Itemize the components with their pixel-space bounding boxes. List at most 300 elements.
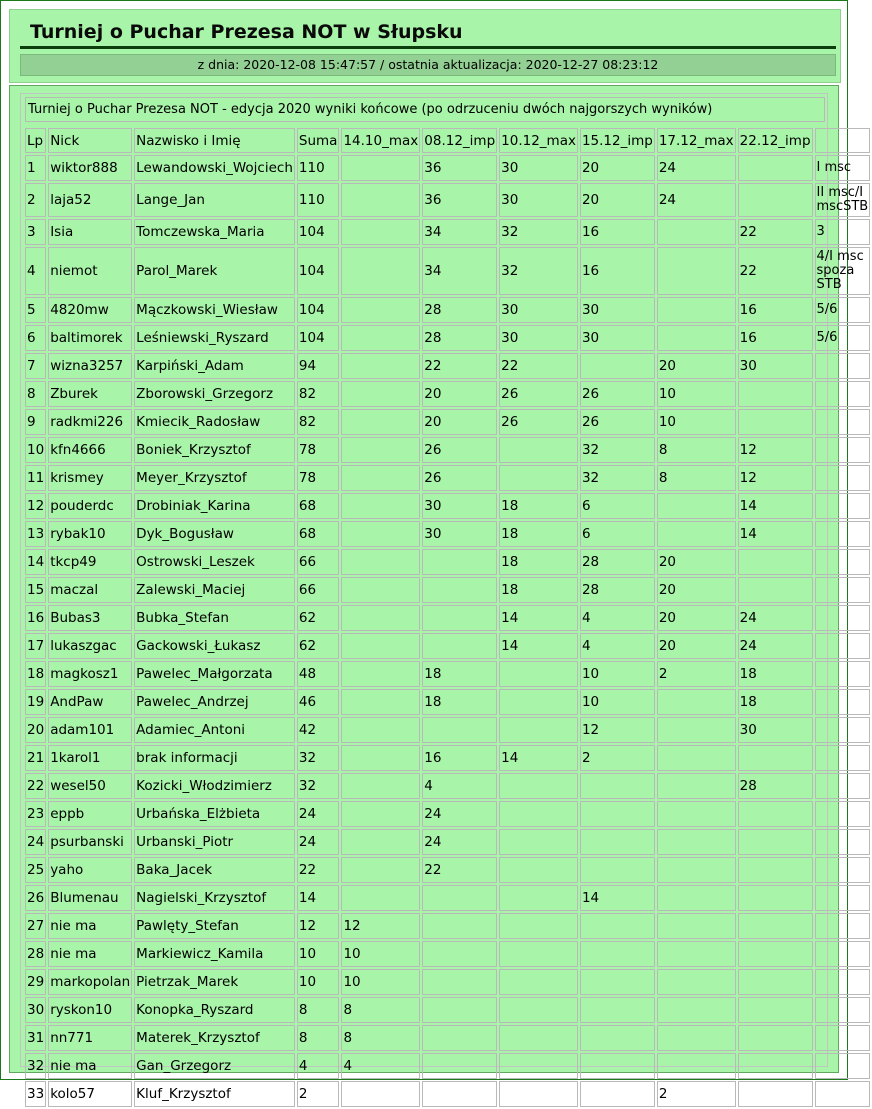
table-cell: Ostrowski_Leszek [134, 549, 295, 575]
table-cell [341, 183, 420, 217]
table-cell: 82 [297, 409, 340, 435]
table-cell: nie ma [48, 913, 132, 939]
table-cell: ryskon10 [48, 997, 132, 1023]
table-cell: nie ma [48, 941, 132, 967]
table-cell: 10 [657, 381, 736, 407]
table-cell: 24 [657, 183, 736, 217]
table-cell: 3 [25, 219, 46, 245]
table-cell: Konopka_Ryszard [134, 997, 295, 1023]
table-cell: maczal [48, 577, 132, 603]
table-cell: 94 [297, 353, 340, 379]
table-cell: 20 [657, 633, 736, 659]
table-cell: 68 [297, 521, 340, 547]
table-cell: 4 [422, 773, 497, 799]
table-cell [422, 969, 497, 995]
table-cell: Markiewicz_Kamila [134, 941, 295, 967]
table-cell [580, 1053, 655, 1079]
table-cell: 42 [297, 717, 340, 743]
table-cell: 62 [297, 605, 340, 631]
table-cell [499, 1081, 578, 1107]
table-cell: 8 [297, 997, 340, 1023]
table-cell [580, 941, 655, 967]
table-cell: Kmiecik_Radosław [134, 409, 295, 435]
place-cell [815, 997, 871, 1023]
table-cell [738, 969, 813, 995]
table-cell: 17 [25, 633, 46, 659]
table-cell: 16 [580, 247, 655, 295]
table-cell: brak informacji [134, 745, 295, 771]
table-cell [580, 353, 655, 379]
table-cell: kfn4666 [48, 437, 132, 463]
table-cell: 66 [297, 549, 340, 575]
column-header [815, 128, 871, 153]
table-cell [738, 1025, 813, 1051]
table-cell: 22 [297, 857, 340, 883]
table-cell [422, 577, 497, 603]
place-cell [815, 745, 871, 771]
table-cell: 14 [297, 885, 340, 911]
place-cell [815, 857, 871, 883]
table-cell [341, 633, 420, 659]
table-cell [738, 183, 813, 217]
table-cell: yaho [48, 857, 132, 883]
table-cell: Materek_Krzysztof [134, 1025, 295, 1051]
table-cell: 5 [25, 297, 46, 323]
table-row [25, 247, 870, 295]
table-cell: 23 [25, 801, 46, 827]
table-cell: 22 [499, 353, 578, 379]
table-cell [422, 1025, 497, 1051]
table-cell [580, 969, 655, 995]
table-cell [738, 885, 813, 911]
table-cell [341, 829, 420, 855]
table-cell [341, 605, 420, 631]
place-cell [815, 941, 871, 967]
table-cell: 24 [422, 801, 497, 827]
table-row [25, 155, 870, 181]
place-cell: I msc [815, 155, 871, 181]
table-cell: 12 [580, 717, 655, 743]
table-cell: 18 [499, 493, 578, 519]
place-cell [815, 353, 871, 379]
place-cell: 5/6 [815, 297, 871, 323]
column-header: 15.12_imp [580, 128, 655, 153]
column-header: 22.12_imp [738, 128, 813, 153]
table-cell: 12 [738, 437, 813, 463]
table-cell [341, 857, 420, 883]
column-header: 14.10_max [341, 128, 420, 153]
table-row [25, 409, 870, 435]
place-cell [815, 969, 871, 995]
table-cell [738, 801, 813, 827]
table-cell: lukaszgac [48, 633, 132, 659]
table-cell: 16 [422, 745, 497, 771]
table-cell: krismey [48, 465, 132, 491]
column-header: 17.12_max [657, 128, 736, 153]
table-cell [499, 437, 578, 463]
table-cell: 12 [341, 913, 420, 939]
table-cell [341, 773, 420, 799]
table-cell: wiktor888 [48, 155, 132, 181]
table-cell [341, 801, 420, 827]
table-cell: tkcp49 [48, 549, 132, 575]
table-cell [657, 297, 736, 323]
table-cell: 82 [297, 381, 340, 407]
table-cell: Pawelec_Andrzej [134, 689, 295, 715]
table-row [25, 661, 870, 687]
table-cell: 18 [25, 661, 46, 687]
table-cell [738, 941, 813, 967]
table-row [25, 325, 870, 351]
table-cell: 22 [738, 247, 813, 295]
place-cell [815, 549, 871, 575]
table-cell [657, 219, 736, 245]
table-row [25, 997, 870, 1023]
table-cell: 20 [657, 605, 736, 631]
table-cell [580, 801, 655, 827]
table-cell [738, 381, 813, 407]
table-cell: 26 [499, 381, 578, 407]
table-cell: 28 [580, 577, 655, 603]
table-cell [738, 549, 813, 575]
place-cell [815, 577, 871, 603]
table-cell: 30 [499, 155, 578, 181]
table-cell: 32 [499, 219, 578, 245]
table-cell: Urbanski_Piotr [134, 829, 295, 855]
table-cell [738, 829, 813, 855]
table-cell [738, 997, 813, 1023]
table-cell: 14 [499, 745, 578, 771]
table-cell: 20 [657, 353, 736, 379]
table-cell: 30 [738, 717, 813, 743]
table-cell [580, 1025, 655, 1051]
place-cell [815, 521, 871, 547]
table-cell [499, 689, 578, 715]
table-cell [341, 717, 420, 743]
table-cell [422, 1053, 497, 1079]
table-cell: 12 [738, 465, 813, 491]
table-cell: 30 [738, 353, 813, 379]
table-cell: nn771 [48, 1025, 132, 1051]
table-cell: Karpiński_Adam [134, 353, 295, 379]
table-cell: 31 [25, 1025, 46, 1051]
table-cell [341, 155, 420, 181]
table-cell [341, 745, 420, 771]
results-table [23, 126, 872, 1109]
table-cell: 12 [25, 493, 46, 519]
table-cell: 78 [297, 465, 340, 491]
table-row [25, 829, 870, 855]
table-cell: 1karol1 [48, 745, 132, 771]
table-cell: 20 [657, 549, 736, 575]
table-cell: 14 [580, 885, 655, 911]
table-cell: 24 [297, 829, 340, 855]
table-cell: 25 [25, 857, 46, 883]
table-cell: Gan_Grzegorz [134, 1053, 295, 1079]
table-cell: 4820mw [48, 297, 132, 323]
table-cell: 104 [297, 297, 340, 323]
table-row [25, 183, 870, 217]
table-cell [499, 1053, 578, 1079]
table-cell: 14 [738, 493, 813, 519]
column-header: Suma [297, 128, 340, 153]
table-cell: 20 [25, 717, 46, 743]
table-cell: 68 [297, 493, 340, 519]
table-cell: 28 [422, 297, 497, 323]
table-cell: 10 [25, 437, 46, 463]
place-cell [815, 689, 871, 715]
table-cell: 24 [25, 829, 46, 855]
table-cell: Dyk_Bogusław [134, 521, 295, 547]
table-cell: 18 [422, 661, 497, 687]
place-cell [815, 1081, 871, 1107]
place-cell [815, 773, 871, 799]
table-cell: Mączkowski_Wiesław [134, 297, 295, 323]
table-cell [341, 465, 420, 491]
table-row [25, 717, 870, 743]
table-cell: 12 [297, 913, 340, 939]
table-cell: 16 [738, 297, 813, 323]
table-cell: Nagielski_Krzysztof [134, 885, 295, 911]
table-cell [499, 913, 578, 939]
table-cell: Parol_Marek [134, 247, 295, 295]
table-cell [341, 247, 420, 295]
table-cell: 4 [25, 247, 46, 295]
table-cell: 20 [580, 155, 655, 181]
table-cell [657, 829, 736, 855]
table-cell [499, 801, 578, 827]
table-cell: 32 [25, 1053, 46, 1079]
table-row [25, 577, 870, 603]
table-cell: 20 [580, 183, 655, 217]
place-cell: 4/I msc spoza STB [815, 247, 871, 295]
table-cell [657, 493, 736, 519]
column-header: 10.12_max [499, 128, 578, 153]
table-cell [341, 353, 420, 379]
table-cell: 104 [297, 219, 340, 245]
table-cell: 24 [738, 605, 813, 631]
table-cell: Baka_Jacek [134, 857, 295, 883]
header-row [25, 128, 870, 153]
table-cell: 4 [297, 1053, 340, 1079]
table-cell: 24 [422, 829, 497, 855]
table-cell: Gackowski_Łukasz [134, 633, 295, 659]
table-cell: 28 [422, 325, 497, 351]
table-cell: Kluf_Krzysztof [134, 1081, 295, 1107]
table-cell: 19 [25, 689, 46, 715]
table-cell [422, 997, 497, 1023]
table-cell: 24 [738, 633, 813, 659]
table-cell: 34 [422, 219, 497, 245]
table-cell: Adamiec_Antoni [134, 717, 295, 743]
table-cell: 6 [25, 325, 46, 351]
page-title: Turniej o Puchar Prezesa NOT w Słupsku [20, 16, 836, 49]
table-cell [422, 717, 497, 743]
table-cell: 22 [422, 857, 497, 883]
table-cell: Tomczewska_Maria [134, 219, 295, 245]
table-cell [499, 465, 578, 491]
table-cell: magkosz1 [48, 661, 132, 687]
table-cell: kolo57 [48, 1081, 132, 1107]
table-cell: 48 [297, 661, 340, 687]
table-row [25, 465, 870, 491]
table-cell: 24 [297, 801, 340, 827]
table-cell [341, 577, 420, 603]
table-row [25, 437, 870, 463]
table-cell: 8 [25, 381, 46, 407]
table-cell: Lange_Jan [134, 183, 295, 217]
table-row [25, 1053, 870, 1079]
table-cell: laja52 [48, 183, 132, 217]
table-cell: 6 [580, 521, 655, 547]
table-cell [422, 549, 497, 575]
results-panel [9, 85, 869, 1102]
table-cell: 8 [657, 437, 736, 463]
table-cell [738, 745, 813, 771]
table-cell: 18 [499, 549, 578, 575]
place-cell [815, 381, 871, 407]
table-cell: niemot [48, 247, 132, 295]
table-cell: 6 [580, 493, 655, 519]
table-cell [738, 577, 813, 603]
table-cell [422, 885, 497, 911]
table-cell: 20 [422, 381, 497, 407]
table-cell: 22 [738, 219, 813, 245]
table-row [25, 913, 870, 939]
results-caption: Turniej o Puchar Prezesa NOT - edycja 2020 wyniki końcowe (po odrzuceniu dwóch najgorszych wyników) [25, 97, 825, 122]
table-cell: 110 [297, 183, 340, 217]
table-row [25, 1025, 870, 1051]
table-cell: 78 [297, 437, 340, 463]
table-cell: 34 [422, 247, 497, 295]
table-cell: 36 [422, 183, 497, 217]
place-cell [815, 633, 871, 659]
table-cell: 8 [341, 997, 420, 1023]
table-cell [580, 913, 655, 939]
table-cell: Lewandowski_Wojciech [134, 155, 295, 181]
table-cell: 66 [297, 577, 340, 603]
table-cell: 30 [422, 521, 497, 547]
header-panel [9, 9, 841, 83]
table-cell [738, 1053, 813, 1079]
table-cell: Bubka_Stefan [134, 605, 295, 631]
table-cell: Leśniewski_Ryszard [134, 325, 295, 351]
table-cell: 18 [738, 689, 813, 715]
table-cell: Zburek [48, 381, 132, 407]
table-cell: 32 [297, 745, 340, 771]
table-cell: 26 [422, 437, 497, 463]
table-cell: 110 [297, 155, 340, 181]
place-cell: 5/6 [815, 325, 871, 351]
table-cell: 10 [341, 969, 420, 995]
table-cell: Bubas3 [48, 605, 132, 631]
table-row [25, 381, 870, 407]
table-cell: 16 [25, 605, 46, 631]
table-cell: 30 [499, 297, 578, 323]
table-cell: 10 [657, 409, 736, 435]
column-header: Nick [48, 128, 132, 153]
place-cell [815, 409, 871, 435]
table-cell [657, 717, 736, 743]
table-cell: 22 [25, 773, 46, 799]
table-cell: 33 [25, 1081, 46, 1107]
table-cell [422, 1081, 497, 1107]
table-cell: 18 [499, 521, 578, 547]
table-cell: 2 [297, 1081, 340, 1107]
table-cell: 10 [341, 941, 420, 967]
table-cell: 30 [499, 183, 578, 217]
table-cell [738, 913, 813, 939]
table-cell [580, 773, 655, 799]
table-cell [341, 1081, 420, 1107]
table-row [25, 689, 870, 715]
table-cell: 20 [657, 577, 736, 603]
table-cell [580, 829, 655, 855]
table-cell: 62 [297, 633, 340, 659]
place-cell [815, 801, 871, 827]
table-cell [657, 885, 736, 911]
place-cell [815, 661, 871, 687]
table-cell: 26 [499, 409, 578, 435]
table-cell: 10 [580, 661, 655, 687]
place-cell [815, 717, 871, 743]
table-cell: baltimorek [48, 325, 132, 351]
table-cell [657, 941, 736, 967]
table-cell: 104 [297, 247, 340, 295]
table-cell: 16 [738, 325, 813, 351]
table-cell: eppb [48, 801, 132, 827]
table-cell [499, 773, 578, 799]
table-cell [657, 857, 736, 883]
table-cell [657, 689, 736, 715]
table-cell: 30 [25, 997, 46, 1023]
table-cell: 4 [580, 605, 655, 631]
table-cell: 24 [657, 155, 736, 181]
table-cell [657, 1053, 736, 1079]
place-cell: 3 [815, 219, 871, 245]
table-cell: 4 [580, 633, 655, 659]
place-cell [815, 605, 871, 631]
table-cell: 2 [25, 183, 46, 217]
column-header: 08.12_imp [422, 128, 497, 153]
table-cell [341, 409, 420, 435]
table-cell [341, 885, 420, 911]
table-cell: 36 [422, 155, 497, 181]
table-cell: Zborowski_Grzegorz [134, 381, 295, 407]
table-cell: Kozicki_Włodzimierz [134, 773, 295, 799]
table-cell: 32 [580, 465, 655, 491]
table-cell [738, 857, 813, 883]
table-cell [657, 969, 736, 995]
table-cell [341, 689, 420, 715]
table-row [25, 353, 870, 379]
place-cell [815, 829, 871, 855]
table-cell: Meyer_Krzysztof [134, 465, 295, 491]
table-cell [499, 829, 578, 855]
table-cell: psurbanski [48, 829, 132, 855]
table-cell [499, 717, 578, 743]
table-cell [422, 913, 497, 939]
table-cell: Pietrzak_Marek [134, 969, 295, 995]
table-cell: 21 [25, 745, 46, 771]
table-cell: 8 [657, 465, 736, 491]
table-cell: 14 [499, 633, 578, 659]
table-row [25, 969, 870, 995]
table-cell [657, 801, 736, 827]
table-cell: 30 [422, 493, 497, 519]
table-row [25, 801, 870, 827]
table-cell: wizna3257 [48, 353, 132, 379]
